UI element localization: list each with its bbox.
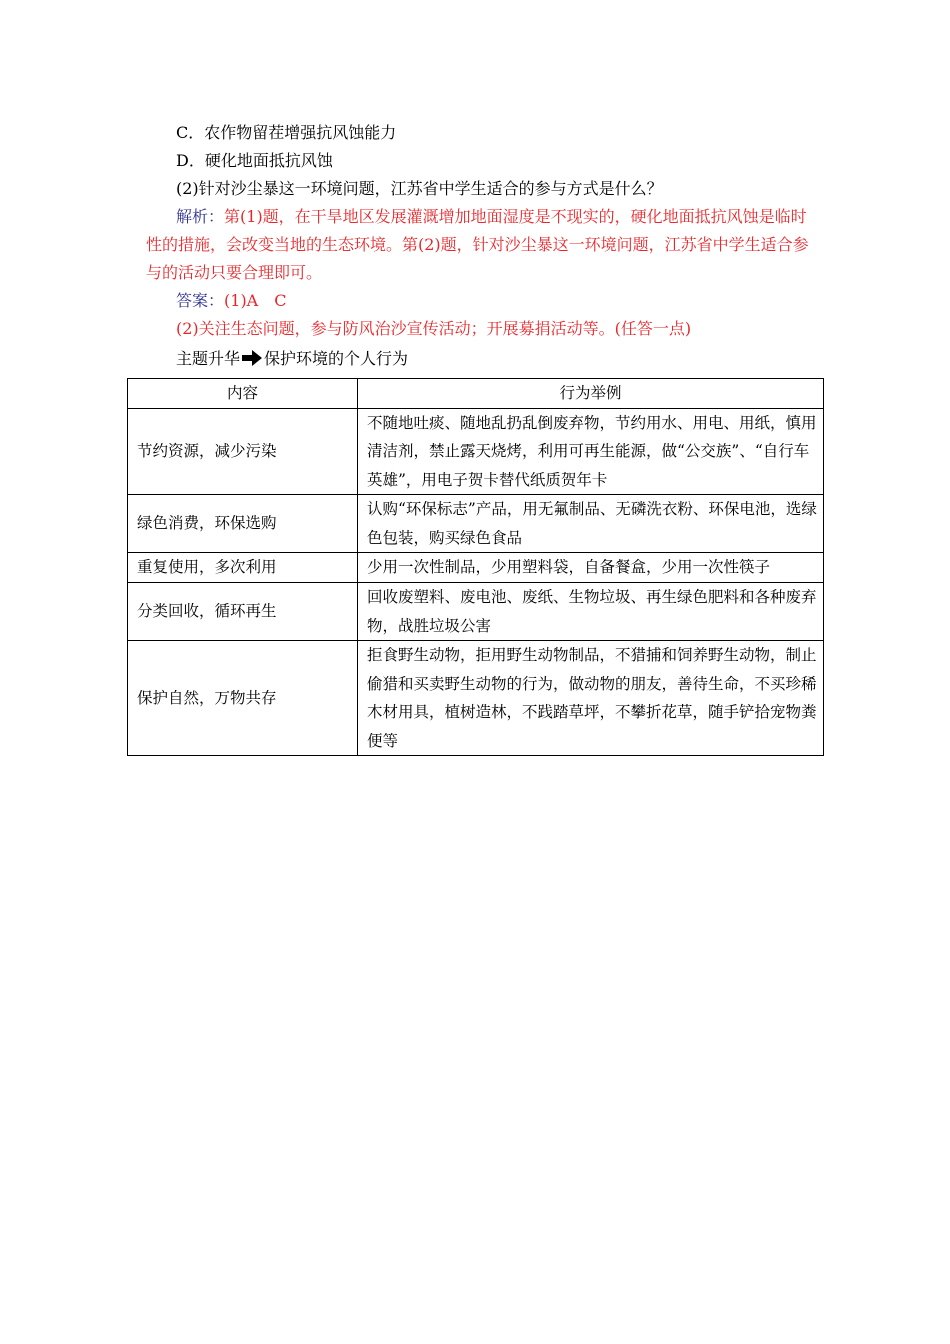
table-row: [128, 583, 824, 641]
analysis-label: 解析：: [176, 207, 225, 226]
row-example: 少用一次性制品，少用塑料袋，自备餐盒，少用一次性筷子: [358, 553, 824, 583]
table-row: [128, 408, 824, 495]
row-example: 回收废塑料、废电池、废纸、生物垃圾、再生绿色肥料和各种废弃物，战胜垃圾公害: [358, 583, 824, 641]
theme-line: [176, 347, 408, 374]
table-row: [128, 641, 824, 756]
table-row: [128, 495, 824, 553]
theme-prefix: 主题升华: [176, 349, 241, 368]
table-header-row: [128, 379, 824, 409]
answer-line-1: [176, 289, 286, 313]
option-c: C．农作物留茬增强抗风蚀能力: [176, 123, 397, 142]
row-content: 绿色消费，环保选购: [128, 495, 358, 553]
row-content: 重复使用，多次利用: [128, 553, 358, 583]
row-content: 分类回收，循环再生: [128, 583, 358, 641]
analysis-paragraph: [146, 203, 810, 287]
answer-part-1: (1)A C: [224, 291, 287, 310]
row-example: 认购“环保标志”产品，用无氟制品、无磷洗衣粉、环保电池，选绿色包装，购买绿色食品: [358, 495, 824, 553]
option-d: D．硬化地面抵抗风蚀: [176, 151, 333, 170]
answer-label: 答案：: [176, 291, 225, 310]
question-2: (2)针对沙尘暴这一环境问题，江苏省中学生适合的参与方式是什么？: [176, 179, 663, 198]
row-example: 不随地吐痰、随地乱扔乱倒废弃物，节约用水、用电、用纸，慎用清洁剂，禁止露天烧烤，利用可再生能源，做“公交族”、“自行车英雄”，用电子贺卡替代纸质贺年卡: [358, 408, 824, 495]
row-example: 拒食野生动物，拒用野生动物制品，不猎捕和饲养野生动物，制止偷猎和买卖野生动物的行为，做动物的朋友，善待生命，不买珍稀木材用具，植树造林，不践踏草坪，不攀折花草，随手铲拾宠物粪便等: [358, 641, 824, 756]
theme-title: 保护环境的个人行为: [264, 349, 409, 368]
row-content: 保护自然，万物共存: [128, 641, 358, 756]
analysis-text: 第(1)题，在干旱地区发展灌溉增加地面湿度是不现实的，硬化地面抵抗风蚀是临时性的措施，会改变当地的生态环境。第(2)题，针对沙尘暴这一环境问题，江苏省中学生适合参与的活动只要合理即可。: [146, 207, 809, 282]
table-row: [128, 553, 824, 583]
right-arrow-icon: [241, 349, 263, 374]
header-content: 内容: [128, 379, 358, 409]
row-content: 节约资源，减少污染: [128, 408, 358, 495]
answer-part-2: (2)关注生态问题，参与防风治沙宣传活动；开展募捐活动等。(任答一点): [176, 319, 692, 338]
behavior-table: [127, 378, 824, 756]
header-example: 行为举例: [358, 379, 824, 409]
